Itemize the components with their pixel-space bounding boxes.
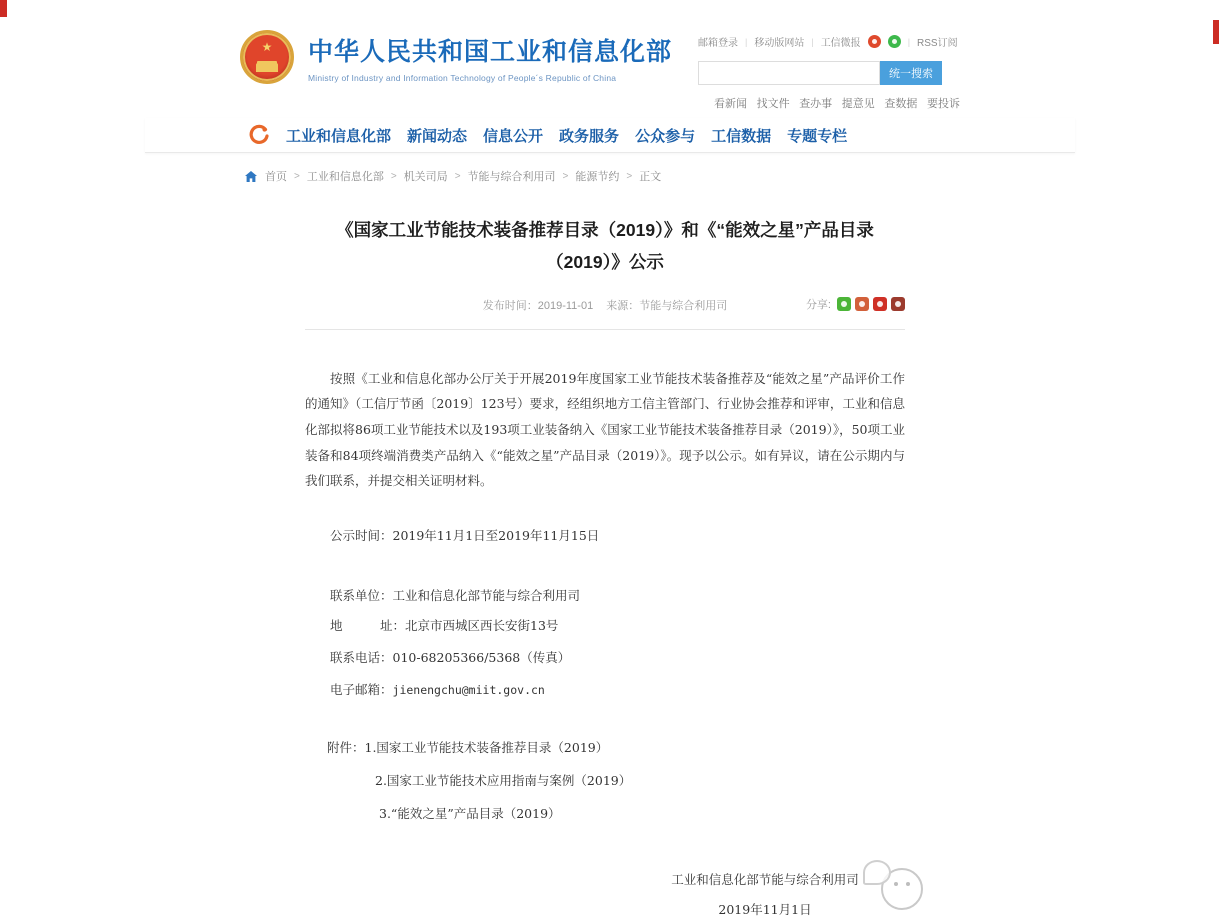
- share-wechat-icon[interactable]: [837, 297, 851, 311]
- contact-unit: 联系单位：工业和信息化部节能与综合利用司: [330, 587, 581, 603]
- search-bar: [698, 61, 960, 85]
- share-label: 分享:: [805, 298, 831, 311]
- signature-unit: 工业和信息化部节能与综合利用司: [671, 871, 859, 887]
- site-header: [145, 0, 1075, 118]
- link-mobile-site[interactable]: 移动版网站: [754, 38, 805, 49]
- article-title: [305, 214, 905, 279]
- nav-item-news[interactable]: 新闻动态: [407, 127, 468, 145]
- header-divider: [145, 118, 1075, 153]
- quick-link-complaint[interactable]: 要投诉: [926, 98, 960, 110]
- nav-item-info-disclosure[interactable]: 信息公开: [483, 127, 544, 145]
- main-nav: [145, 118, 1075, 152]
- crumb-home[interactable]: 首页: [265, 171, 287, 183]
- screen-edge-artifact-right: [1213, 20, 1219, 44]
- quick-link-files[interactable]: 找文件: [756, 98, 790, 110]
- brand-text: [308, 32, 672, 83]
- article: [305, 214, 905, 918]
- crumb-separator: >: [294, 170, 300, 182]
- weibo-icon[interactable]: [868, 35, 881, 48]
- attachment-3[interactable]: 3.“能效之星”产品目录（2019）: [379, 805, 561, 821]
- crumb-separator: >: [454, 170, 461, 182]
- watermark-eye: [906, 882, 910, 886]
- nav-item-gov-services[interactable]: 政务服务: [559, 127, 620, 145]
- quick-link-data[interactable]: 查数据: [884, 98, 918, 110]
- article-body: 按照《工业和信息化部办公厅关于开展2019年度国家工业节能技术装备推荐及“能效之星”产品评价工作的通知》（工信厅节函〔2019〕123号）要求，经组织地方工信主管部门、行业协会推荐和评审，工业和信息化部拟将86项工业节能技术以及193项工业装备纳入《国家工业节能技术装备推荐目录（2019）》，50项工业装备和84项终端消费类产品纳入《“能效之星”产品目录（2019）》。现予以公示。如有异议，请在公示期内与我们联系，并提交相关证明材料。: [305, 370, 905, 489]
- crumb-current: 正文: [639, 171, 662, 183]
- signature-block: [645, 870, 885, 918]
- source: 来源：节能与综合利用司: [606, 299, 728, 312]
- contact-email: [305, 680, 905, 700]
- share-bar: [806, 296, 905, 312]
- nav-item-participation[interactable]: 公众参与: [635, 127, 696, 145]
- separator: |: [811, 36, 814, 47]
- separator: |: [907, 36, 911, 47]
- miit-mark-icon: [248, 124, 270, 146]
- email-label: 电子邮箱：: [330, 681, 393, 697]
- wechat-watermark-icon: [881, 868, 923, 910]
- screen-edge-artifact-left: [0, 0, 7, 17]
- search-button[interactable]: 统一搜索: [880, 61, 942, 85]
- article-meta: [305, 297, 905, 330]
- site-title: 中华人民共和国工业和信息化部: [308, 37, 673, 66]
- nav-item-special-topics[interactable]: 专题专栏: [787, 127, 848, 145]
- contact-address: 地 址：北京市西城区西长安街13号: [330, 617, 559, 633]
- site-subtitle: Ministry of Industry and Information Technology of People´s Republic of China: [308, 72, 617, 83]
- signature-date: 2019年11月1日: [718, 901, 812, 917]
- notice-period: 公示时间：2019年11月1日至2019年11月15日: [330, 527, 600, 543]
- home-icon[interactable]: [245, 171, 257, 182]
- crumb-separator: >: [562, 170, 569, 182]
- crumb-energy-dept[interactable]: 节能与综合利用司: [467, 171, 556, 183]
- nav-item-data[interactable]: 工信数据: [711, 127, 772, 145]
- breadcrumb: [145, 168, 1075, 184]
- crumb-miit[interactable]: 工业和信息化部: [306, 171, 384, 183]
- attachments: [305, 738, 905, 822]
- link-rss[interactable]: RSS订阅: [917, 38, 958, 49]
- attachment-1[interactable]: 附件：1.国家工业节能技术装备推荐目录（2019）: [327, 739, 609, 755]
- crumb-separator: >: [390, 170, 397, 182]
- national-emblem-icon: [240, 30, 294, 84]
- publish-date: 发布时间：2019-11-01: [482, 299, 594, 312]
- share-weibo-icon[interactable]: [855, 297, 869, 311]
- search-input[interactable]: [698, 61, 880, 85]
- quick-links: [698, 95, 960, 111]
- share-people-icon[interactable]: [873, 297, 887, 311]
- contact-phone: 联系电话：010-68205366/5368（传真）: [330, 649, 571, 665]
- wechat-icon[interactable]: [888, 35, 901, 48]
- link-weixin-report[interactable]: 工信微报: [820, 38, 861, 49]
- crumb-departments[interactable]: 机关司局: [403, 171, 448, 183]
- header-utilities: [698, 34, 960, 111]
- crumb-energy-saving[interactable]: 能源节约: [575, 171, 620, 183]
- quick-link-news[interactable]: 看新闻: [714, 98, 747, 110]
- email-value: jienengchu@miit.gov.cn: [392, 682, 545, 697]
- article-title-line2: （2019）》公示: [546, 252, 664, 273]
- emblem-star-icon: ★: [261, 40, 273, 54]
- nav-item-miit[interactable]: 工业和信息化部: [286, 127, 392, 145]
- page-container: [145, 0, 1075, 918]
- emblem-gate-icon: [256, 63, 278, 72]
- article-title-line1: 《国家工业节能技术装备推荐目录（2019）》和《“能效之星”产品目录: [336, 220, 874, 240]
- quick-link-services[interactable]: 查办事: [799, 98, 833, 110]
- crumb-separator: >: [626, 170, 633, 182]
- separator: |: [745, 36, 748, 47]
- site-logo[interactable]: [240, 30, 672, 84]
- quick-link-suggest[interactable]: 提意见: [841, 98, 875, 110]
- share-qq-icon[interactable]: [891, 297, 905, 311]
- top-links: [698, 34, 960, 49]
- watermark-eye: [894, 882, 898, 886]
- attachment-2[interactable]: 2.国家工业节能技术应用指南与案例（2019）: [375, 772, 632, 788]
- link-mail-login[interactable]: 邮箱登录: [698, 38, 738, 49]
